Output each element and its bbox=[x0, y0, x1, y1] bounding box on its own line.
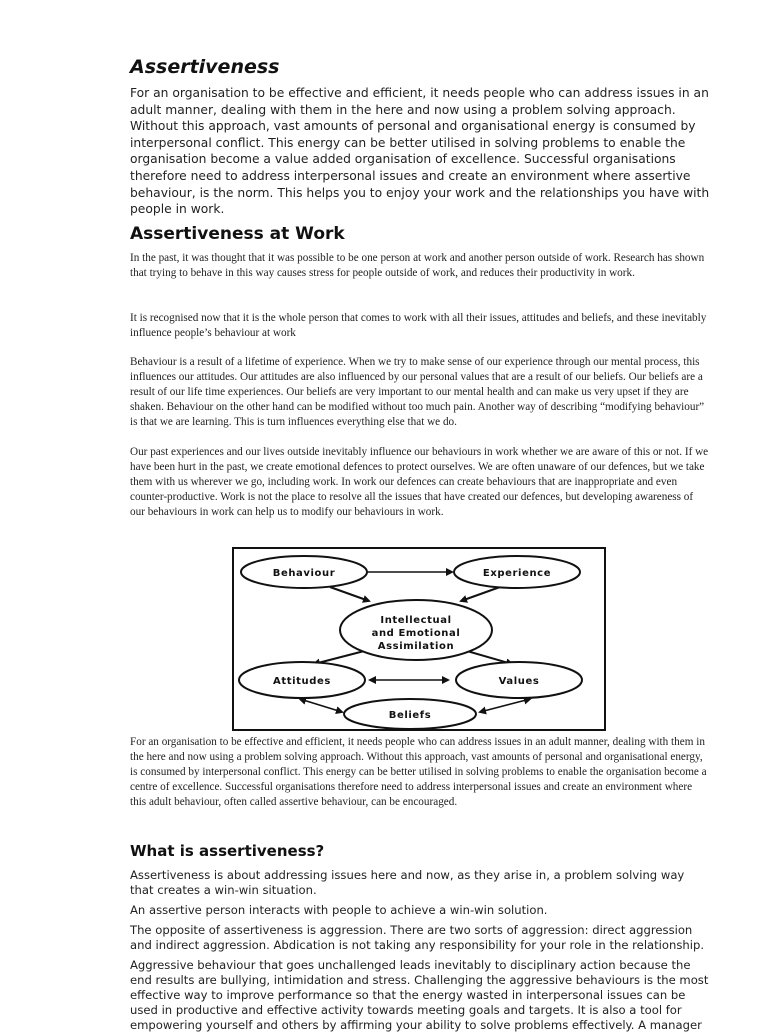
what-paragraph-2: An assertive person interacts with people to achieve a win-win solution. bbox=[130, 903, 548, 917]
arrow-attitudes-beliefs bbox=[300, 699, 342, 712]
work-paragraph-2: It is recognised now that it is the whole person that comes to work with all their issues, attitudes and beliefs, and these inevitably influence people’s behaviour at work bbox=[130, 312, 707, 339]
what-paragraph-3: The opposite of assertiveness is aggression. There are two sorts of aggression: direct aggression and indirect aggression. Abdication is not taking any responsibility for your role in the relationship. bbox=[130, 923, 705, 952]
node-attitudes bbox=[239, 662, 365, 698]
section-heading-work: Assertiveness at Work bbox=[130, 224, 345, 244]
page-title: Assertiveness bbox=[130, 56, 280, 78]
node-center-line3: Assimilation bbox=[377, 641, 455, 652]
node-beliefs-label: Beliefs bbox=[388, 710, 432, 721]
node-center-line1: Intellectual bbox=[380, 615, 452, 626]
node-center-line2: and Emotional bbox=[371, 628, 461, 639]
node-experience-label: Experience bbox=[482, 568, 552, 579]
arrow-values-beliefs bbox=[480, 699, 530, 712]
node-attitudes-label: Attitudes bbox=[273, 676, 331, 687]
node-values-label: Values bbox=[498, 676, 540, 687]
work-paragraph-1: In the past, it was thought that it was possible to be one person at work and another person outside of work. Research has shown that trying to behave in this way causes stress for people outside of work, and reduces their productivity in work. bbox=[130, 252, 705, 279]
arrow-behaviour-center bbox=[330, 587, 369, 601]
node-behaviour bbox=[241, 556, 367, 588]
after-diagram-paragraph: For an organisation to be effective and efficient, it needs people who can address issues in an adult manner, dealing with them in the here and now using a problem solving approach. Without this approach, vast amounts of personal and organisational energy, is consumed by interpersonal conflict. This energy can be better utilised in solving problems to enable the organisation become a centre of excellence. Successful organisations therefore need to address interpersonal issues and create an environment where this adult behaviour, often called assertive behaviour, can be encouraged. bbox=[130, 736, 707, 808]
intro-paragraph: For an organisation to be effective and efficient, it needs people who can address issues in an adult manner, dealing with them in the here and now using a problem solving approach. Without this approach, vast amounts of personal and organisational energy is consumed by interpersonal conflict. This energy can be better utilised in solving problems to enable the organisation become a value added organisation of excellence. Successful organisations therefore need to address interpersonal issues and create an environment where assertive behaviour, is the norm. This helps you to enjoy your work and the relationships you have with people in work. bbox=[130, 86, 710, 217]
work-paragraph-3: Behaviour is a result of a lifetime of experience. When we try to make sense of our experience through our mental process, this influences our attitudes. Our attitudes are also influenced by our personal values that are a result of our beliefs. Our beliefs are a result of our life time experiences. Our beliefs are very important to our mental health and can make us very upset if they are shaken. Behaviour on the other hand can be modified without too much pain. Another way of describing “modifying behaviour” is that we are learning. This is turn influences everything else that we do. bbox=[130, 356, 705, 428]
what-paragraph-4: Aggressive behaviour that goes unchallenged leads inevitably to disciplinary action because the end results are bullying, intimidation and stress. Challenging the aggressive behaviours is the most effective way to improve performance so that the energy wasted in interpersonal issues can be used in productive and effective activity towards meeting goals and targets. It is also a tool for empowering yourself and others by affirming your ability to solve problems effectively. A manager bbox=[130, 958, 709, 1032]
work-paragraph-4: Our past experiences and our lives outside inevitably influence our behaviours in work whether we are aware of this or not. If we have been hurt in the past, we create emotional defences to protect ourselves. We are often unaware of our defences, but we take them with us wherever we go, including work. In work our defences can create behaviours that are inappropriate and even counter-productive. Work is not the place to resolve all the issues that have created our defences, but developing awareness of our behaviours in work can help us to modify our behaviours in work. bbox=[130, 446, 709, 518]
node-beliefs bbox=[344, 699, 476, 729]
diagram-svg bbox=[234, 549, 604, 729]
assimilation-diagram bbox=[232, 547, 606, 731]
node-values bbox=[456, 662, 582, 698]
node-experience bbox=[454, 556, 580, 588]
arrow-experience-center bbox=[461, 587, 500, 601]
what-paragraph-1: Assertiveness is about addressing issues here and now, as they arise in, a problem solving way that creates a win-win situation. bbox=[130, 868, 685, 897]
node-center bbox=[340, 600, 492, 660]
section-heading-what: What is assertiveness? bbox=[130, 842, 325, 860]
node-behaviour-label: Behaviour bbox=[272, 568, 336, 579]
